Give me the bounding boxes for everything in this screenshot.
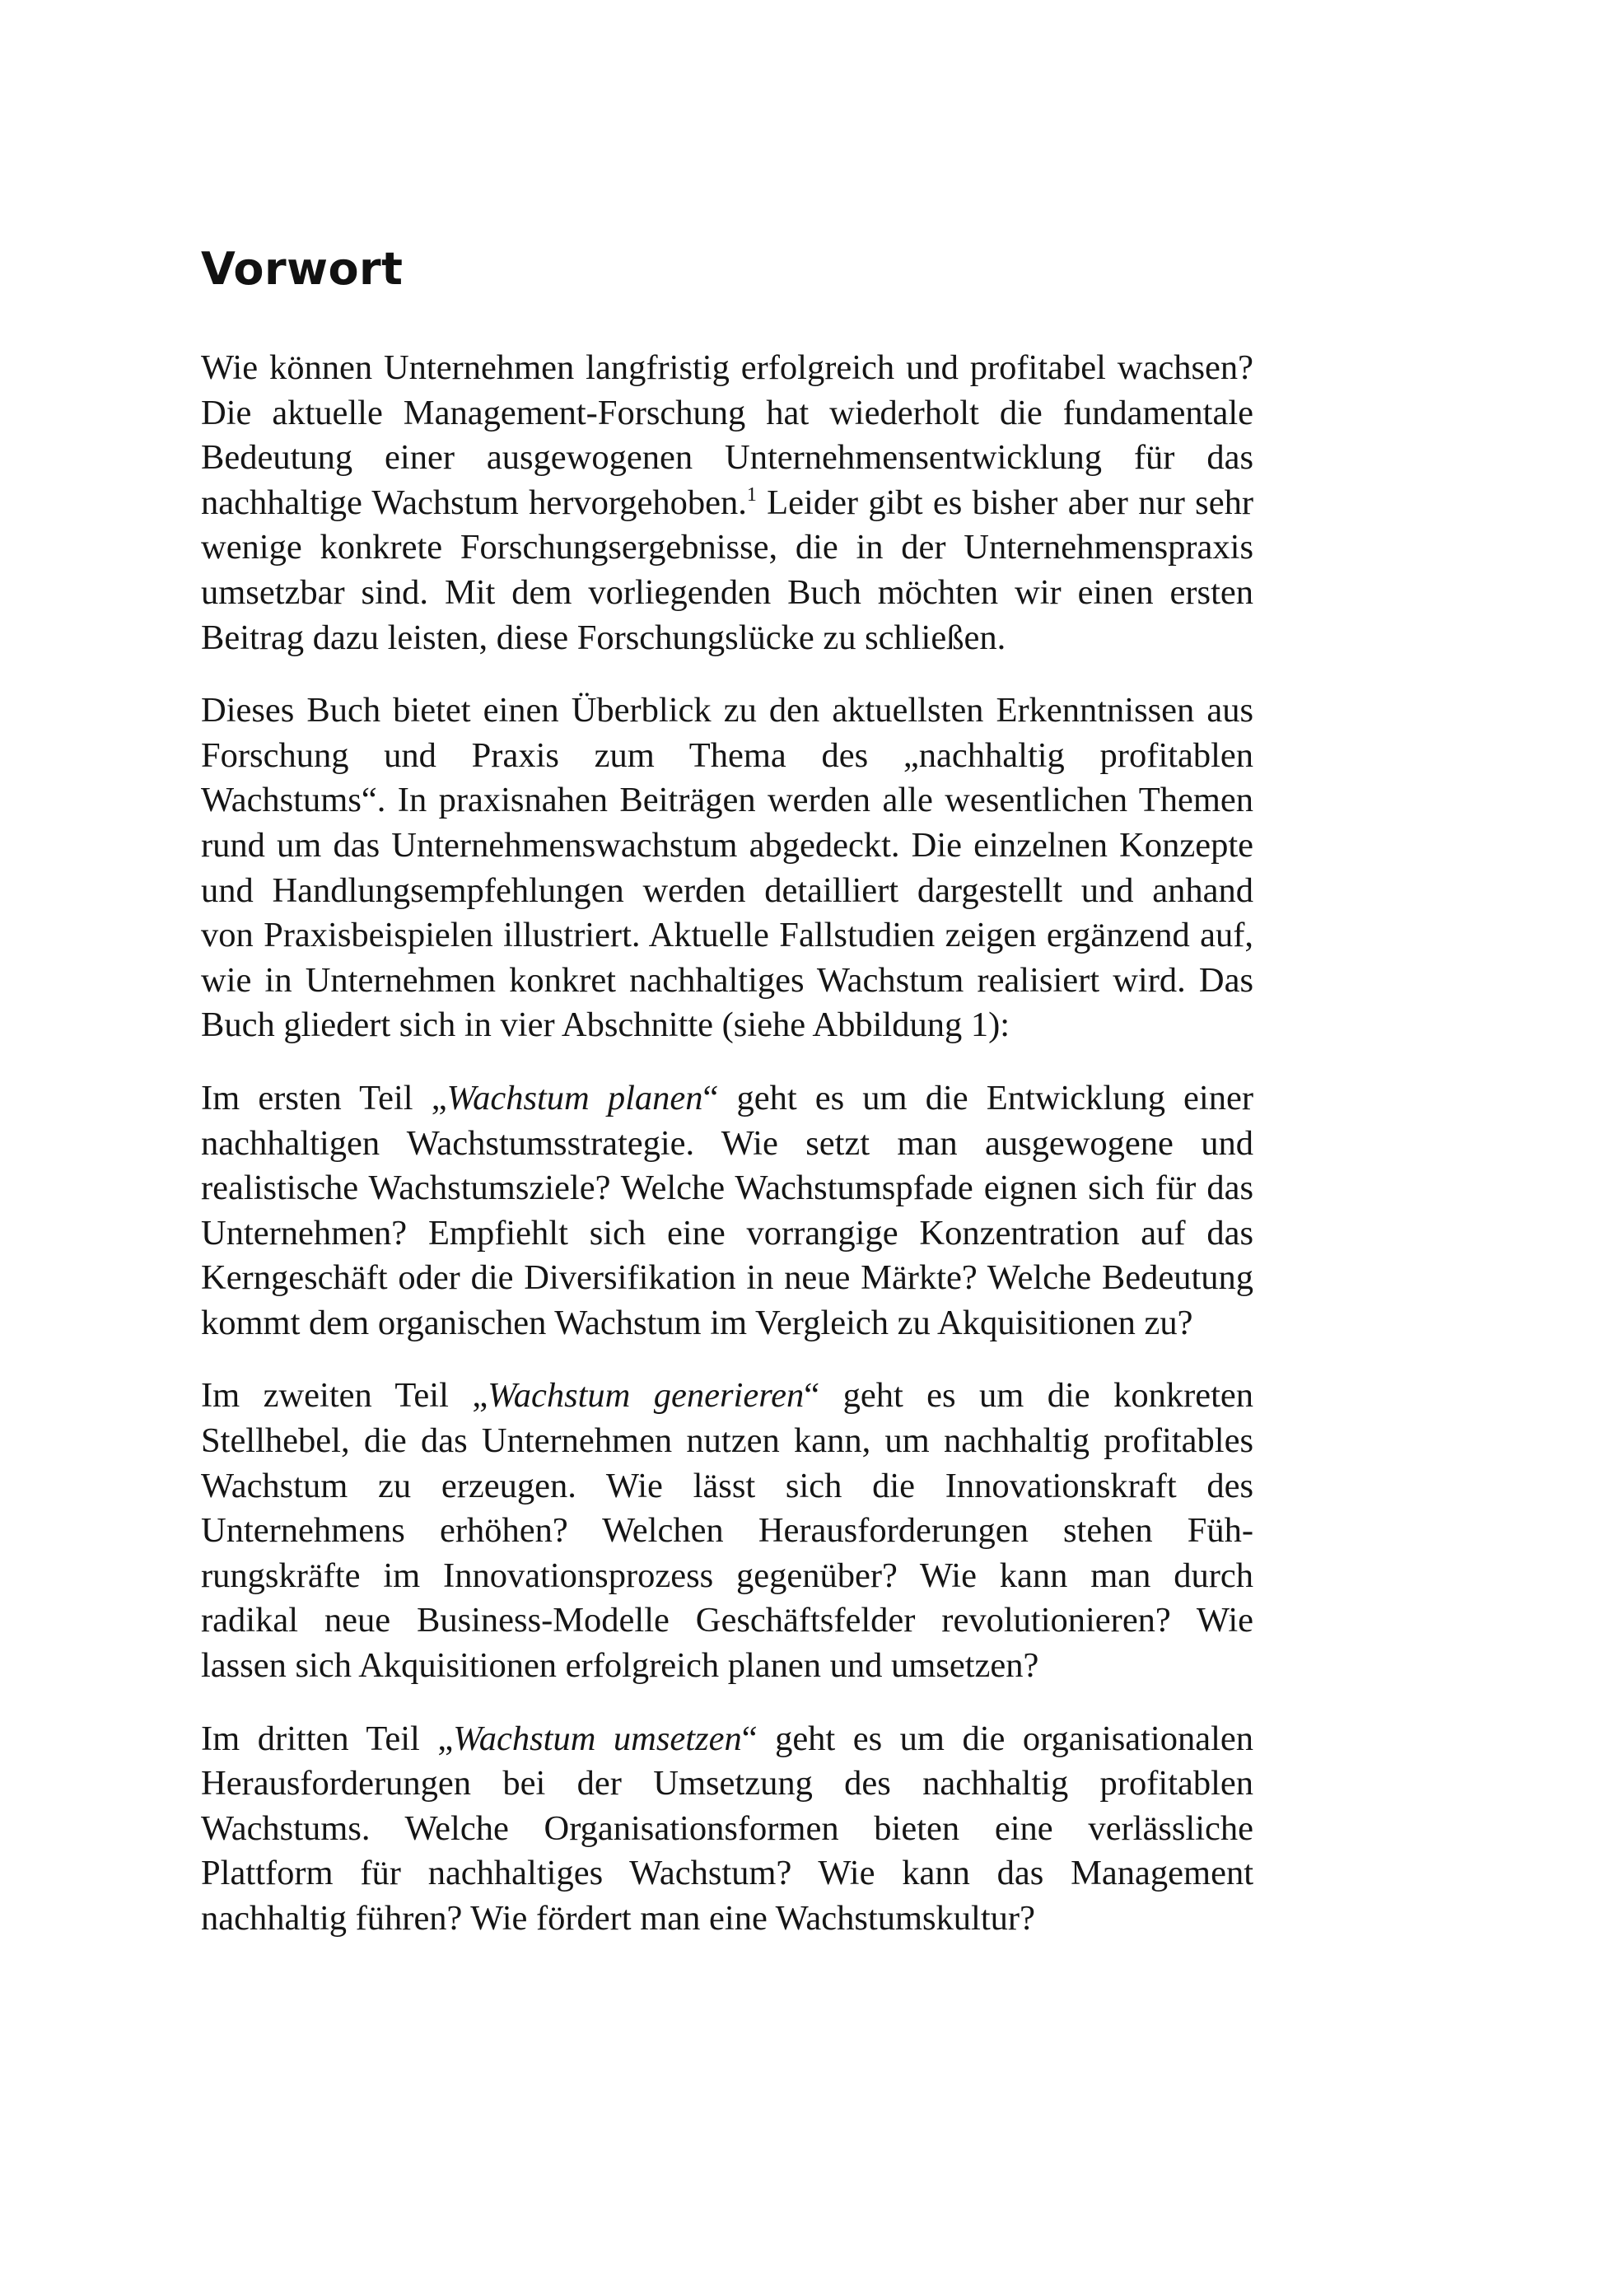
part-three-title: Wachstum umsetzen [453,1719,742,1758]
part-two-title: Wachstum generieren [488,1376,805,1416]
page-body [201,243,1254,1970]
paragraph-part-two [201,1374,1253,1688]
paragraph-part-two-prefix: Im zweiten Teil „ [201,1376,488,1416]
paragraph-intro-text-a: Wie können Unternehmen langfristig erfolgreich und profitabel wachsen? Die aktuelle Management-Forschung hat wiederholt die fundamentale Bedeutung einer ausgewogenen Unternehmensentwicklung für das nachhaltige Wachstum hervorgehoben. [201,348,1253,522]
footnote-marker[interactable]: 1 [746,483,757,506]
paragraph-part-three-prefix: Im dritten Teil „ [201,1719,454,1758]
page-title: Vorwort [201,243,404,295]
paragraph-part-three-text: “ geht es um die organisationalen Herausforderungen bei der Umsetzung des nachhaltig profitablen Wachstums. Welche Organisationsformen bieten eine verlässliche Plattform für nachhaltiges Wachstum? Wie kann das Management nachhaltig führen? Wie fördert man eine Wachstumskultur? [201,1719,1253,1938]
paragraph-part-three [201,1717,1253,1942]
paragraph-overview: Dieses Buch bietet einen Überblick zu den aktuellsten Erkenntnissen aus Forschung und Praxis zum Thema des „nachhaltig profitablen Wachstums“. In praxisnahen Beiträgen werden alle wesentlichen Themen rund um das Unternehmenswachstum abgedeckt. Die einzelnen Konzepte und Handlungsempfehlungen werden detailliert dargestellt und anhand von Praxisbeispielen illustriert. Aktuelle Fallstudien zeigen ergänzend auf, wie in Unternehmen konkret nachhaltiges Wachstum realisiert wird. Das Buch gliedert sich in vier Abschnitte (siehe Abbildung 1): [201,691,1253,1045]
part-one-title: Wachstum planen [446,1078,703,1117]
paragraph-part-two-text: “ geht es um die konkreten Stellhebel, die das Unternehmen nutzen kann, um nachhaltig profitables Wachstum zu erzeugen. Wie lässt sich die Innovationskraft des Unternehmens erhöhen? Welchen Herausforderungen stehen Führungskräfte im Innovationsprozess gegenüber? Wie kann man durch radikal neue Business-Modelle Geschäftsfelder revolutionieren? Wie lassen sich Akquisitionen erfolgreich planen und umsetzen? [201,1376,1254,1686]
paragraph-intro [201,346,1253,660]
paragraph-part-one-prefix: Im ersten Teil „ [201,1078,447,1117]
paragraph-part-one-text: “ geht es um die Entwicklung einer nachhaltigen Wachstumsstrategie. Wie setzt man ausgewogene und realistische Wachstumsziele? Welche Wachstumspfade eignen sich für das Unternehmen? Empfiehlt sich eine vorrangige Konzentration auf das Kerngeschäft oder die Diversifikation in neue Märkte? Welche Bedeutung kommt dem organischen Wachstum im Vergleich zu Akquisitionen zu? [201,1078,1253,1342]
paragraph-part-one [201,1076,1253,1346]
paragraph-intro-text-b: Leider gibt es bisher aber nur sehr wenige konkrete Forschungsergebnisse, die in der Unternehmenspraxis umsetzbar sind. Mit dem vorliegenden Buch möchten wir einen ersten Beitrag dazu leisten, diese Forschungslücke zu schließen. [201,483,1253,657]
